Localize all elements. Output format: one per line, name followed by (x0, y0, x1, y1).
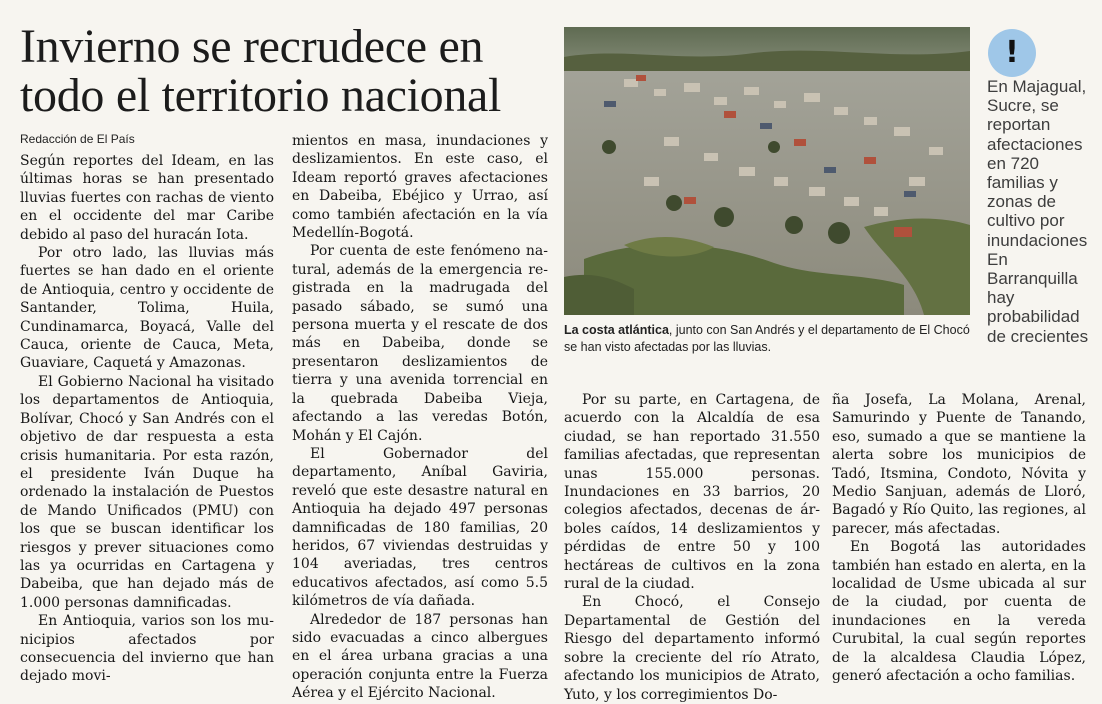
photo-caption (564, 322, 976, 356)
article-column-4 (832, 391, 1086, 686)
flood-photo (564, 27, 970, 315)
paragraph: En Bogotá las autoridades también han estado en alerta, en la localidad de Usme ubicada al sur de la ciudad, por cuenta de inundaciones en la vereda Curubital, la cual según reportes de la alcaldesa Claudia López, generó afectación a ocho familias. (832, 539, 1086, 685)
paragraph: ña Josefa, La Molana, Arenal, Samurindo y Puente de Tanando, eso, sumado a que se mantiene la alerta sobre los municipios de Tadó, Itsmina, Condoto, Nóvita y Medio Sanjuan, además de Lloró, Bagadó y Río Quito, las regiones, al parecer, más afectadas. (832, 392, 1086, 537)
headline: Invierno se recrudece en todo el territorio nacional (20, 20, 502, 122)
paragraph: Según reportes del Ideam, en las últimas horas se han presentado lluvias fuertes con rachas de viento en el occidente del mar Caribe debido al paso del huracán Iota. (20, 153, 274, 243)
exclamation-icon: ! (988, 29, 1036, 77)
paragraph: Alrededor de 187 personas han sido evacuadas a cinco albergues en el área urbana gracias a una operación conjunta entre la Fuerza Aérea y el Ejército Nacional. (292, 611, 548, 702)
article-column-1 (20, 152, 274, 686)
paragraph: Por otro lado, las lluvias más fuertes se han dado en el oriente de Antioquia, centro y occidente de Santander, Tolima, Huila, Cundinamarca, Boyacá, Valle del Cauca, oriente de Cauca, Meta, Guaviare, Caquetá y Amazonas. (20, 245, 274, 372)
caption-lead: La costa atlántica (564, 323, 669, 337)
byline: Redacción de El País (20, 132, 135, 146)
article-column-2 (292, 132, 548, 703)
paragraph: Por cuenta de este fenómeno natural, además de la emergencia registrada en la madrugada del pasado sábado, se sumó una persona muerta y el rescate de dos más en Dabeiba, donde se presentaron deslizamientos de tierra y una avenida torrencial en la quebrada Dabeiba Vieja, afectando a las veredas Botón, Mohán y El Cajón. (292, 243, 548, 444)
paragraph: En Antioquia, varios son los municipios afectados por consecuencia del invierno que han dejado movi- (20, 613, 274, 685)
paragraph: Por su parte, en Cartagena, de acuerdo con la Alcaldía de esa ciudad, se han reportado 31.550 familias afectadas, que representan unas 155.000 personas. Inundaciones en 33 barrios, 20 colegios afectados, decenas de árboles caídos, 14 deslizamientos y pérdidas de entre 50 y 100 hectáreas de cultivos en la zona rural de la ciudad. (564, 392, 820, 593)
article-column-3 (564, 391, 820, 704)
paragraph: El Gobernador del departamento, Aníbal Gaviria, reveló que este desastre natural en Antioquia ha dejado 497 personas damnificadas de 180 familias, 20 heridos, 67 viviendas destruidas y 104 averiadas, tres centros educativos afectados, así como 5.5 kilómetros de vía dañada. (292, 445, 548, 610)
paragraph: En Chocó, el Consejo Departamental de Gestión del Riesgo del departamento informó sobre la creciente del río Atrato, afectando los municipios de Atrato, Yuto, y los corregimientos Do- (564, 594, 820, 703)
caption-text: , junto con San Andrés y el departamento de El Chocó se han visto afectadas por las lluvias. (564, 323, 970, 354)
paragraph: El Gobierno Nacional ha visitado los departamentos de Antioquia, Bolívar, Chocó y San Andrés con el objetivo de dar respuesta a esta crisis humanitaria. Por esta razón, el presidente Iván Duque ha ordenado la instalación de Puestos de Mando Unificados (PMU) con los que se buscan identificar los riesgos y prever situaciones como las ya ocurridas en Cartagena y Dabeiba, que han dejado más de 1.000 personas damnificadas. (20, 373, 274, 611)
flood-photo-illustration (564, 27, 970, 315)
paragraph: mientos en masa, inundaciones y deslizamientos. En este caso, el Ideam reportó graves afectaciones en Dabeiba, Ebéjico y Urrao, así como también afectación en la vía Medellín-Bogotá. (292, 133, 548, 242)
sidebar-note: En Majagual, Sucre, se reportan afectaciones en 720 familias y zonas de cultivo por inundaciones En Barranquilla hay probabilidad de crecientes (987, 77, 1089, 346)
